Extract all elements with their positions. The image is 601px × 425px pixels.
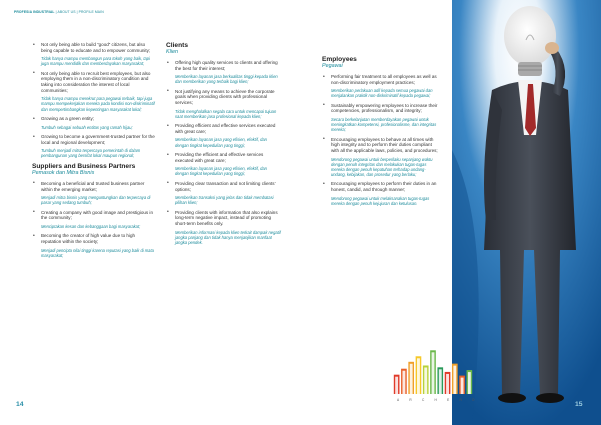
employees-list <box>322 74 440 206</box>
item-translation: Secara berkelanjutan memberdayakan pegawai untuk meningkatkan kompetensi, profesionalisme, dan integritas mereka; <box>331 116 437 133</box>
lightbulb-businessman-photo <box>452 0 601 425</box>
item-translation: Tumbuh menjadi mitra terpercaya pemerintah di dalam pembangunan yang bersifat lokal maupun regional; <box>41 148 141 159</box>
graphic-bar-inner <box>417 358 420 394</box>
list-item <box>166 210 281 245</box>
item-text: • Providing clients with information that also explains long-term negative impact, instead of promoting short-term benefits only. <box>175 209 278 227</box>
bar-graphic-letters <box>397 398 475 402</box>
shoe-left <box>498 393 526 403</box>
list-item <box>166 89 281 119</box>
page-number-left: 14 <box>16 401 24 408</box>
item-text: • Creating a company with good image and prestigious in the community; <box>41 209 153 221</box>
employees-section-title: Employees <box>322 56 357 63</box>
suppliers-list <box>32 181 156 258</box>
list-item <box>166 181 281 205</box>
item-translation: Memberikan transaksi yang jelas dan tidak membatasi pilihan klien; <box>175 195 274 206</box>
list-item <box>32 233 156 257</box>
item-text: • Offering high quality services to clients and offering the best for their interest; <box>175 60 278 71</box>
list-item <box>32 210 156 229</box>
header-company: PROFESIA INDUSTRIAL <box>14 10 55 14</box>
item-translation: Menciptakan kesan dan kebanggaan bagi masyarakat; <box>41 223 141 229</box>
item-translation: Tumbuh sebagai sebuah entitas yang ramah hijau; <box>41 124 133 130</box>
item-translation: Memberikan layanan jasa yang efisien, efektif, dan dengan tingkat kepedulian yang tinggi; <box>175 137 267 148</box>
bar-letter: H <box>434 398 438 402</box>
shoe-right <box>536 393 564 403</box>
list-item <box>322 137 440 177</box>
item-text: • Growing as a green entity; <box>41 116 95 122</box>
item-translation: Menjadi mitra bisnis yang menguntungkan dan terpercaya di pasar yang sedang tumbuh; <box>41 195 151 206</box>
graphic-bar-inner <box>410 364 413 394</box>
item-text: • Sustainably empowering employees to increase their competencies, professionalism, and integrity; <box>331 102 438 114</box>
community-list <box>32 42 156 158</box>
item-text: • Performing fair treatment to all employees as well as non-discriminatory employment practices; <box>331 74 437 85</box>
bar-letter: O <box>472 398 475 402</box>
graphic-bar-inner <box>432 352 435 394</box>
item-text: • Encouraging employees to behave at all times with high integrity and to perform their duties compliant with all the applicable laws, policies, and procedures; <box>331 136 438 154</box>
item-text: • Providing clear transaction and not limiting clients’ options; <box>175 180 276 192</box>
bar-letter: C <box>421 398 425 402</box>
list-item <box>166 152 281 176</box>
bar-letter: R <box>409 398 413 402</box>
item-translation: Tidak hanya mampu merekrut para pegawai terbaik, tapi juga mampu mempekerjakan mereka pada kondisi non-diskriminatif dan mempertimbangkan kepentingan masyarakat lokal; <box>41 96 155 112</box>
graphic-bar-inner <box>439 369 442 394</box>
hand <box>545 42 559 54</box>
list-item <box>322 181 440 205</box>
list-item <box>32 181 156 205</box>
graphic-bar-inner <box>461 378 464 394</box>
clients-section-title: Clients <box>166 42 188 49</box>
item-translation: Memberikan layanan jasa berkualitas tinggi kepada klien dan memberikan yang terbaik bagi klien; <box>175 74 278 85</box>
clients-list <box>166 60 281 245</box>
item-translation: Tidak menghalalkan segala cara untuk mencapai tujuan saat memberikan jasa profesional kepada klien; <box>175 108 277 119</box>
decorative-bar-graphic <box>393 346 473 394</box>
item-text: • Providing efficient and effective services executed with great care; <box>175 123 276 134</box>
graphic-bar-inner <box>468 372 471 394</box>
clients-section-subtitle: Klien <box>166 49 178 56</box>
item-text: • Not only being able to build “good” citizens, but also being capable to educate and to empower community; <box>41 42 151 53</box>
item-text: • Growing to become a government-trusted partner for the local and regional development; <box>41 134 155 145</box>
list-item <box>32 116 156 130</box>
item-translation: Mendorong pegawai untuk berperilaku sepanjang waktu dengan penuh integritas dan melakukan tugas-tugas mereka dengan penuh kepatuhan terhadap undang-undang, kebijakan, dan prosedur yang berlaku; <box>331 156 433 177</box>
page-number-right: 15 <box>575 401 583 408</box>
middle-column <box>166 42 281 249</box>
header-separator: | <box>55 10 58 14</box>
graphic-bar-inner <box>402 371 405 394</box>
bulb-base <box>518 62 542 76</box>
item-text: • Providing the efficient and effective services executed with great care; <box>175 152 264 163</box>
list-item <box>322 103 440 132</box>
suppliers-section-title: Suppliers and Business Partners <box>32 162 136 170</box>
item-translation: Mendorong pegawai untuk melaksanakan tugas-tugas mereka dengan penuh kejujuran dan ketulusan. <box>331 195 430 206</box>
item-text: • Becoming a beneficial and trusted business partner within the emerging market; <box>41 180 145 192</box>
item-text: • Not justifying any means to achieve the corporate goals when providing clients with professional services; <box>175 88 275 106</box>
bar-letter: R <box>459 398 463 402</box>
left-column <box>32 42 156 262</box>
graphic-bar-inner <box>395 377 398 394</box>
graphic-bar-inner <box>446 374 449 394</box>
graphic-bar-inner <box>453 366 456 394</box>
item-translation: Tidak hanya mampu membangun para tokoh yang baik, tapi juga mampu mendidik dan memberdayakan masyarakat; <box>41 56 150 67</box>
item-text: • Becoming the creator of high value due to high reputation within the society; <box>41 233 136 244</box>
list-item <box>32 134 156 158</box>
list-item <box>32 71 156 112</box>
right-column <box>322 56 440 210</box>
list-item <box>322 74 440 98</box>
item-text: • Encouraging employees to perform their duties in an honest, candid, and through manner; <box>331 181 437 193</box>
employees-section-subtitle: Pegawai <box>322 63 343 70</box>
item-translation: Menjadi pencipta nilai tinggi karena reputasi yang baik di mata masyarakat; <box>41 247 154 258</box>
item-translation: Memberikan layanan jasa yang efisien, efektif, dan dengan tingkat kepedulian yang tinggi; <box>175 166 267 177</box>
running-header <box>14 10 104 14</box>
list-item <box>166 123 281 147</box>
graphic-bar-inner <box>424 367 427 394</box>
header-section: ABOUT US | PROFILE MAIN <box>57 10 104 14</box>
item-text: • Not only being able to recruit best employees, but also employing them in a non-discriminatory condition and taking into consideration the interest of local communities; <box>41 70 151 93</box>
bar-letter: A <box>397 398 400 402</box>
lightbulb-icon <box>504 6 556 66</box>
item-translation: Memberikan perlakuan adil kepada semua pegawai dan menjalankan praktik non-diskriminatif kepada pegawai; <box>331 88 433 99</box>
bar-letter: E <box>447 398 450 402</box>
suppliers-section-subtitle: Pemasok dan Mitra Bisnis <box>32 170 95 177</box>
list-item <box>32 42 156 66</box>
item-translation: Memberikan informasi kepada klien terkait dampak negatif jangka panjang dan tidak hanya menjanjikan manfaat jangka pendek. <box>175 229 281 245</box>
list-item <box>166 60 281 84</box>
